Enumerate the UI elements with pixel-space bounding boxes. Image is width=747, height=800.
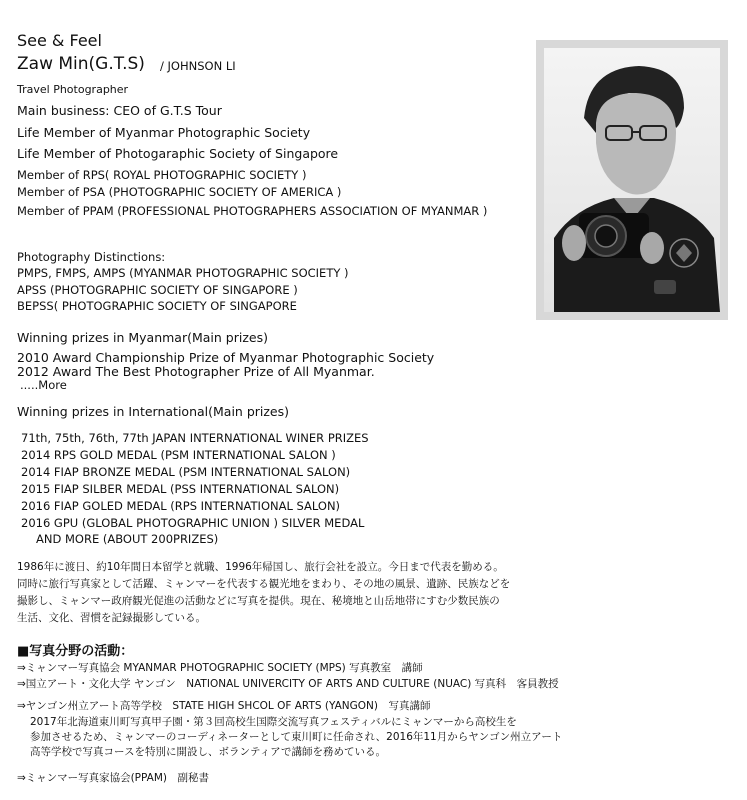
- bio-line: 同時に旅行写真家として活躍、ミャンマーを代表する観光地をまわり、その地の風景、遺跡、民族などを: [17, 578, 511, 590]
- intl-prize-item: AND MORE (ABOUT 200PRIZES): [36, 532, 219, 546]
- brand-title: See & Feel: [17, 31, 102, 50]
- business-line: Main business: CEO of G.T.S Tour: [17, 103, 222, 118]
- photographer-name: Zaw Min(G.T.S): [17, 54, 145, 74]
- more-link[interactable]: .....More: [20, 378, 67, 392]
- activity-detail: 参加させるため、ミャンマーのコーディネーターとして東川町に任命され、2016年11月からヤンゴン州立アート: [30, 731, 563, 743]
- myanmar-prize-item: 2010 Award Championship Prize of Myanmar Photographic Society: [17, 350, 435, 365]
- portrait-illustration: [544, 48, 720, 312]
- activity-item: ⇒国立アート・文化大学 ヤンゴン NATIONAL UNIVERCITY OF ARTS AND CULTURE (NUAC) 写真科 客員教授: [17, 678, 559, 690]
- intl-prize-item: 2016 FIAP GOLED MEDAL (RPS INTERNATIONAL SALON): [21, 499, 341, 513]
- intl-prize-item: 2016 GPU (GLOBAL PHOTOGRAPHIC UNION ) SILVER MEDAL: [21, 516, 365, 530]
- membership-item: Member of PSA (PHOTOGRAPHIC SOCIETY OF AMERICA ): [17, 185, 342, 199]
- membership-item: Member of RPS( ROYAL PHOTOGRAPHIC SOCIETY ): [17, 168, 307, 182]
- activity-item-last: ⇒ミャンマー写真家協会(PPAM) 副秘書: [17, 772, 210, 784]
- bio-line: 生活、文化、習慣を記録撮影している。: [17, 612, 206, 624]
- activity-item: ⇒ヤンゴン州立アート高等学校 STATE HIGH SHCOL OF ARTS (YANGON) 写真講師: [17, 700, 431, 712]
- myanmar-prizes-title: Winning prizes in Myanmar(Main prizes): [17, 330, 268, 345]
- intl-prizes-title: Winning prizes in International(Main prizes): [17, 404, 290, 419]
- intl-prize-item: 71th, 75th, 76th, 77th JAPAN INTERNATIONAL WINER PRIZES: [21, 431, 369, 445]
- activity-item: ⇒ミャンマー写真協会 MYANMAR PHOTOGRAPHIC SOCIETY (MPS) 写真教室 講師: [17, 662, 423, 674]
- activity-detail: 2017年北海道東川町写真甲子園・第３回高校生国際交流写真フェスティバルにミャンマーから高校生を: [30, 716, 517, 728]
- intl-prize-item: 2014 RPS GOLD MEDAL (PSM INTERNATIONAL SALON ): [21, 448, 336, 462]
- role-label: Travel Photographer: [17, 83, 129, 96]
- activity-detail: 高等学校で写真コースを特別に開設し、ボランティアで講師を務めている。: [30, 746, 386, 758]
- distinction-item: PMPS, FMPS, AMPS (MYANMAR PHOTOGRAPHIC SOCIETY ): [17, 266, 349, 280]
- photographer-alias: / JOHNSON LI: [160, 59, 236, 73]
- intl-prize-item: 2014 FIAP BRONZE MEDAL (PSM INTERNATIONAL SALON): [21, 465, 351, 479]
- life-member-1: Life Member of Myanmar Photographic Society: [17, 125, 311, 140]
- portrait-frame: [536, 40, 728, 320]
- distinctions-title: Photography Distinctions:: [17, 250, 166, 264]
- life-member-2: Life Member of Photogaraphic Society of Singapore: [17, 146, 339, 161]
- portrait-photo: [544, 48, 720, 312]
- distinction-item: APSS (PHOTOGRAPHIC SOCIETY OF SINGAPORE ): [17, 283, 298, 297]
- intl-prize-item: 2015 FIAP SILBER MEDAL (PSS INTERNATIONAL SALON): [21, 482, 340, 496]
- bio-line: 1986年に渡日、約10年間日本留学と就職、1996年帰国し、旅行会社を設立。今日まで代表を勤める。: [17, 561, 504, 573]
- distinction-item: BEPSS( PHOTOGRAPHIC SOCIETY OF SINGAPORE: [17, 299, 297, 313]
- activities-title: ■写真分野の活動：: [17, 644, 134, 659]
- myanmar-prize-item: 2012 Award The Best Photographer Prize of All Myanmar.: [17, 364, 375, 379]
- bio-line: 撮影し、ミャンマー政府観光促進の活動などに写真を提供。現在、秘境地と山岳地帯にすむ少数民族の: [17, 595, 500, 607]
- membership-item: Member of PPAM (PROFESSIONAL PHOTOGRAPHERS ASSOCIATION OF MYANMAR ): [17, 204, 488, 218]
